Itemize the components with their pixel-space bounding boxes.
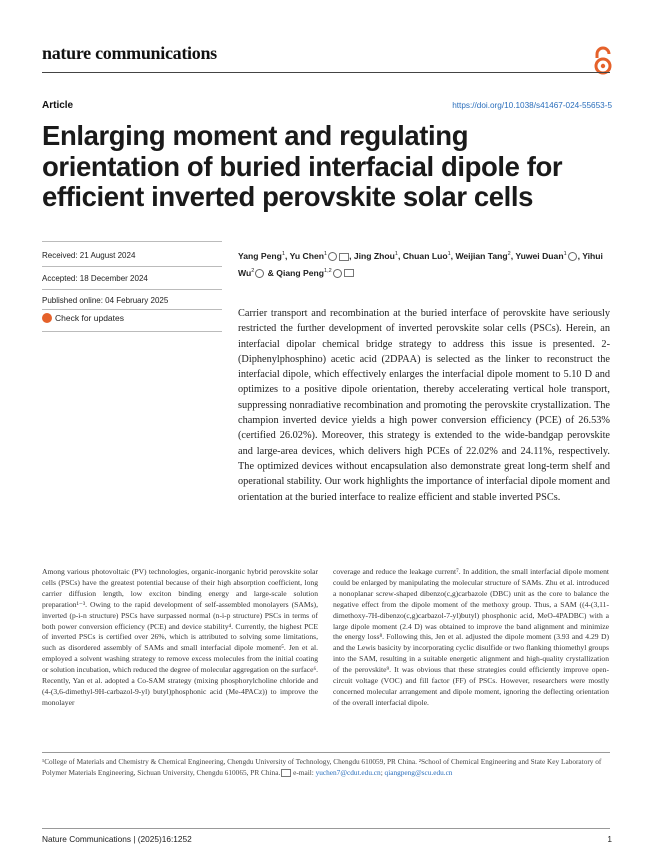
email-icon[interactable] bbox=[344, 269, 354, 277]
email-icon bbox=[281, 769, 291, 777]
published-date: Published online: 04 February 2025 bbox=[42, 296, 169, 305]
author-name[interactable]: , Yuwei Duan bbox=[510, 250, 564, 261]
email-link[interactable]: yuchen7@cdut.edu.cn bbox=[315, 767, 381, 777]
footer-rule bbox=[42, 828, 610, 829]
email-link[interactable]: qiangpeng@scu.edu.cn bbox=[384, 767, 453, 777]
orcid-icon[interactable] bbox=[333, 269, 342, 278]
doi-link[interactable]: https://doi.org/10.1038/s41467-024-55653-5 bbox=[452, 101, 612, 110]
email-icon[interactable] bbox=[339, 253, 349, 261]
article-type: Article bbox=[42, 100, 74, 111]
received-date: Received: 21 August 2024 bbox=[42, 251, 136, 260]
meta-divider bbox=[42, 241, 222, 242]
affiliation-rule bbox=[42, 752, 610, 753]
author-name[interactable]: Yang Peng bbox=[238, 250, 282, 261]
author-list: Yang Peng$^1$, Yu Chen$^1$ , Jing Zhou$^1$, Chuan Luo$^1$, Weijian Tang$^2$, Yuwei Duan$^1$ , Yihui Wu$^2$ & Qiang Peng$^{1,2}$ bbox=[238, 250, 603, 278]
author-name[interactable]: , Jing Zhou bbox=[349, 250, 395, 261]
meta-divider bbox=[42, 309, 222, 310]
author-name[interactable]: , Yihui Wu bbox=[238, 250, 603, 278]
orcid-icon[interactable] bbox=[255, 269, 264, 278]
footer-citation: Nature Communications | (2025)16:1252 bbox=[42, 834, 192, 844]
accepted-date: Accepted: 18 December 2024 bbox=[42, 274, 148, 283]
check-for-updates-button[interactable] bbox=[42, 313, 124, 323]
body-column-left: Among various photovoltaic (PV) technologies, organic-inorganic hybrid perovskite solar cells (PSCs) have the greatest potential because of their high absorption coefficient, long carrier diffusion length, low exciton binding energy and large-scale solution preparation¹⁻³. Owing to the rapid development of self-assembled monolayers (SAMs), inverted (p-i-n structure) PSCs have surpassed normal (n-i-p structure) PSCs in terms of both power conversion efficiency (PCE) and device stability⁴. Currently, the highest PCE of inverted PSCs is certified over 26%, which is attributed to solving some limitations, such as disordered assembly of SAMs and small interfacial dipole moment⁵. Jen et al. employed a solvent washing strategy to remove excess molecules from the initial coating or solution incubation, which reduced the degree of molecular aggregation on the surface⁶. Recently, Yan et al. adopted a Co-SAM strategy (mixing phosphorylcholine chloride and (4-(3,6-dimethyl-9H-carbazol-9-yl) butyl)phosphonic acid (Me-4PACz)) to improve the monolayer bbox=[42, 567, 318, 707]
author-name[interactable]: , Weijian Tang bbox=[450, 250, 508, 261]
header-rule bbox=[42, 72, 610, 73]
email-label: e-mail: bbox=[291, 767, 316, 777]
abstract: Carrier transport and recombination at the buried interface of perovskite have seriously restricted the further development of inverted perovskite solar cells (PSCs). Herein, an interfacial dipolar chemical bridge strategy to address this issue is presented. 2-(Diphenylphosphino) acetic acid (2DPAA) is selected as the linker to reconstruct the interfacial dipole, which effectively enlarges the interfacial dipole moment to 5.10 D and optimizes to a positive dipole orientation, thereby accelerating vertical hole transport, suppressing nonradiative recombination and promoting the perovskite crystallization. The champion inverted device yields a high power conversion efficiency (PCE) of 26.53% (certified 26.02%). Moreover, this strategy is extended to the wide-bandgap perovskite and large-area devices, which delivers high PCEs of 22.02% and 24.11%, respectively. The optimized devices without encapsulation also demonstrate great long-term shelf and operational stability. Our work highlights the importance of interfacial dipole moment and orientation at the buried interface to realize efficient and stable inverted PSCs. bbox=[238, 308, 610, 503]
author-name[interactable]: & Qiang Peng bbox=[265, 267, 325, 278]
meta-divider bbox=[42, 331, 222, 332]
affiliations: ¹College of Materials and Chemistry & Chemical Engineering, Chengdu University of Technology, Chengdu 610059, PR China. ²School of Chemical Engineering and State Key Laboratory of Polymer Materials Engineering, Sichuan University, Chengdu 610065, PR China. e-mail: yuchen7@cdut.edu.cn; qiangpeng@scu.edu.cn bbox=[42, 757, 602, 777]
body-column-right: coverage and reduce the leakage current⁷. In addition, the small interfacial dipole moment could be enlarged by manipulating the molecular structure of SAMs. Zhu et al. introduced a nonoplanar screw-shaped dibenzo(c,g)carbazole (DBC) unit as the core to balance the negative effect from the dipole moment of the methoxy group. Thus, a SAM ((4-(3,11-dimethoxy-7H-dibenzo(c,g)carbazol-7-yl)butyl) phosphonic acid, MeO-4PADBC) with a large dipole moment (2.4 D) was obtained to improve the band alignment and minimize the energy loss⁸. Following this, Jen et al. adjusted the dipole moment (3.93 and 4.29 D) and the Lewis basicity by incorporating cyclic disulfide or two flanking thiomethyl groups into the SAM, resulting in a suitable energetic alignment and high-quality crystallization of the perovskite⁹. It was obvious that these strategies could efficiently improve open-circuit voltage (VOC) and fill factor (FF) of PSCs. However, researchers were mostly concerned molecular arrangement and dipole moment, ignoring the deflecting orientation of the overall interfacial dipole. bbox=[333, 567, 609, 707]
journal-name: nature communications bbox=[42, 43, 217, 63]
meta-divider bbox=[42, 266, 222, 267]
orcid-icon[interactable] bbox=[328, 252, 337, 261]
orcid-icon[interactable] bbox=[568, 252, 577, 261]
author-name[interactable]: , Yu Chen bbox=[285, 250, 324, 261]
author-name[interactable]: , Chuan Luo bbox=[397, 250, 448, 261]
paper-title: Enlarging moment and regulating orientation of buried interfacial dipole for efficient inverted perovskite solar cells bbox=[42, 120, 563, 212]
check-updates-label: Check for updates bbox=[55, 313, 124, 323]
affiliation-text: ¹College of Materials and Chemistry & Chemical Engineering, Chengdu University of Technology, Chengdu 610059, PR China. ²School of Chemical Engineering and State Key Laboratory of Polymer Materials Engineering, Sichuan University, Chengdu 610065, PR China. bbox=[42, 757, 602, 777]
page-number: 1 bbox=[607, 834, 612, 844]
check-updates-icon bbox=[42, 313, 52, 323]
meta-divider bbox=[42, 289, 222, 290]
